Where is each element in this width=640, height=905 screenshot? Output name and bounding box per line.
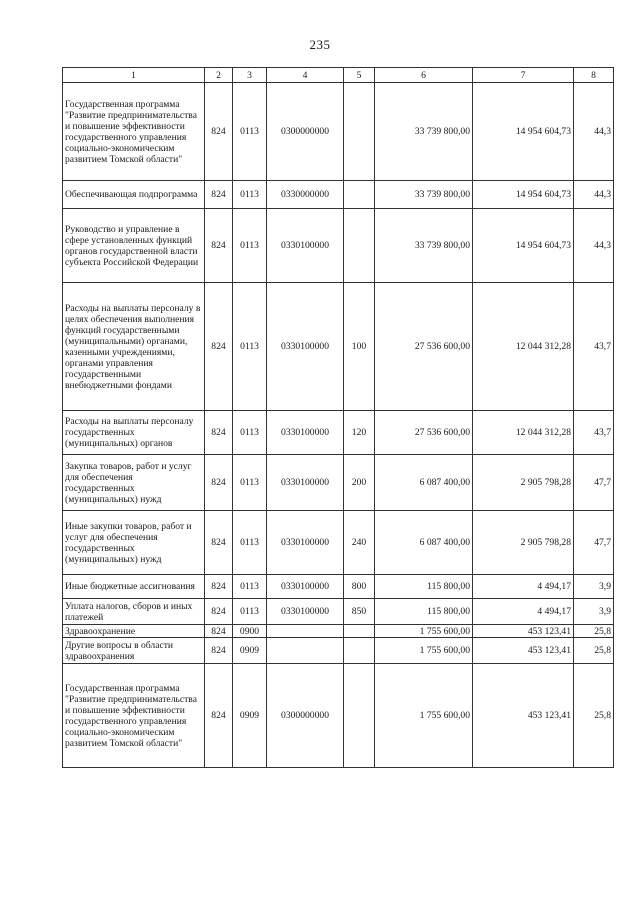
execution-percent: 44,3 [574, 181, 614, 209]
plan-amount: 27 536 600,00 [375, 411, 473, 455]
expense-type [344, 83, 375, 181]
row-name: Обеспечивающая подпрограмма [63, 181, 205, 209]
section-code: 0113 [233, 511, 267, 575]
target-code: 0330100000 [267, 209, 344, 283]
grbs-code: 824 [205, 83, 233, 181]
expense-type [344, 625, 375, 638]
fact-amount: 12 044 312,28 [473, 411, 574, 455]
execution-percent: 44,3 [574, 209, 614, 283]
fact-amount: 2 905 798,28 [473, 455, 574, 511]
target-code: 0330100000 [267, 575, 344, 599]
target-code [267, 625, 344, 638]
row-name: Здравоохранение [63, 625, 205, 638]
execution-percent: 25,8 [574, 638, 614, 664]
grbs-code: 824 [205, 599, 233, 625]
plan-amount: 1 755 600,00 [375, 638, 473, 664]
row-name: Другие вопросы в области здравоохранения [63, 638, 205, 664]
table-row [63, 511, 614, 575]
column-header: 8 [574, 68, 614, 83]
table-row [63, 638, 614, 664]
row-name: Государственная программа "Развитие предпринимательства и повышение эффективности государственного управления социально-экономическим развитием Томской области" [63, 83, 205, 181]
row-name: Иные бюджетные ассигнования [63, 575, 205, 599]
row-name: Закупка товаров, работ и услуг для обеспечения государственных (муниципальных) нужд [63, 455, 205, 511]
grbs-code: 824 [205, 638, 233, 664]
grbs-code: 824 [205, 455, 233, 511]
table-row [63, 181, 614, 209]
execution-percent: 47,7 [574, 511, 614, 575]
target-code: 0330100000 [267, 455, 344, 511]
column-header: 5 [344, 68, 375, 83]
execution-percent: 3,9 [574, 575, 614, 599]
target-code: 0330100000 [267, 599, 344, 625]
target-code: 0330100000 [267, 411, 344, 455]
row-name: Расходы на выплаты персоналу в целях обеспечения выполнения функций государственными (муниципальными) органами, казенными учреждениями, органами управления государственными внебюджетными фондами [63, 283, 205, 411]
table-row [63, 83, 614, 181]
plan-amount: 33 739 800,00 [375, 83, 473, 181]
page-number: 235 [309, 37, 331, 52]
table-row [63, 599, 614, 625]
section-code: 0113 [233, 283, 267, 411]
expense-type [344, 638, 375, 664]
row-name: Иные закупки товаров, работ и услуг для обеспечения государственных (муниципальных) нужд [63, 511, 205, 575]
row-name: Государственная программа "Развитие предпринимательства и повышение эффективности государственного управления социально-экономическим развитием Томской области" [63, 664, 205, 768]
grbs-code: 824 [205, 411, 233, 455]
section-code: 0113 [233, 411, 267, 455]
fact-amount: 4 494,17 [473, 575, 574, 599]
table-body [63, 83, 614, 768]
expense-type: 100 [344, 283, 375, 411]
column-header: 6 [375, 68, 473, 83]
section-code: 0909 [233, 664, 267, 768]
target-code: 0330000000 [267, 181, 344, 209]
target-code: 0330100000 [267, 283, 344, 411]
fact-amount: 453 123,41 [473, 625, 574, 638]
execution-percent: 43,7 [574, 283, 614, 411]
section-code: 0113 [233, 83, 267, 181]
table-row [63, 575, 614, 599]
row-name: Руководство и управление в сфере установленных функций органов государственной власти субъекта Российской Федерации [63, 209, 205, 283]
table-row [63, 283, 614, 411]
expense-type: 200 [344, 455, 375, 511]
plan-amount: 1 755 600,00 [375, 625, 473, 638]
execution-percent: 3,9 [574, 599, 614, 625]
section-code: 0113 [233, 599, 267, 625]
execution-percent: 25,8 [574, 664, 614, 768]
section-code: 0113 [233, 181, 267, 209]
grbs-code: 824 [205, 625, 233, 638]
plan-amount: 115 800,00 [375, 575, 473, 599]
row-name: Уплата налогов, сборов и иных платежей [63, 599, 205, 625]
header-row [63, 68, 614, 83]
target-code [267, 638, 344, 664]
fact-amount: 14 954 604,73 [473, 181, 574, 209]
grbs-code: 824 [205, 511, 233, 575]
table-row [63, 625, 614, 638]
grbs-code: 824 [205, 664, 233, 768]
section-code: 0113 [233, 455, 267, 511]
expense-type: 850 [344, 599, 375, 625]
column-header: 1 [63, 68, 205, 83]
expense-type [344, 664, 375, 768]
grbs-code: 824 [205, 283, 233, 411]
target-code: 0300000000 [267, 83, 344, 181]
budget-table [62, 67, 614, 768]
table-header [63, 68, 614, 83]
plan-amount: 6 087 400,00 [375, 455, 473, 511]
target-code: 0300000000 [267, 664, 344, 768]
expense-type: 800 [344, 575, 375, 599]
fact-amount: 14 954 604,73 [473, 83, 574, 181]
column-header: 7 [473, 68, 574, 83]
plan-amount: 33 739 800,00 [375, 181, 473, 209]
plan-amount: 1 755 600,00 [375, 664, 473, 768]
column-header: 3 [233, 68, 267, 83]
execution-percent: 47,7 [574, 455, 614, 511]
section-code: 0900 [233, 625, 267, 638]
execution-percent: 25,8 [574, 625, 614, 638]
execution-percent: 43,7 [574, 411, 614, 455]
expense-type: 120 [344, 411, 375, 455]
fact-amount: 453 123,41 [473, 664, 574, 768]
expense-type [344, 181, 375, 209]
grbs-code: 824 [205, 209, 233, 283]
plan-amount: 27 536 600,00 [375, 283, 473, 411]
expense-type: 240 [344, 511, 375, 575]
fact-amount: 453 123,41 [473, 638, 574, 664]
row-name: Расходы на выплаты персоналу государственных (муниципальных) органов [63, 411, 205, 455]
grbs-code: 824 [205, 575, 233, 599]
plan-amount: 33 739 800,00 [375, 209, 473, 283]
execution-percent: 44,3 [574, 83, 614, 181]
fact-amount: 4 494,17 [473, 599, 574, 625]
fact-amount: 12 044 312,28 [473, 283, 574, 411]
section-code: 0909 [233, 638, 267, 664]
grbs-code: 824 [205, 181, 233, 209]
plan-amount: 115 800,00 [375, 599, 473, 625]
table-row [63, 209, 614, 283]
fact-amount: 2 905 798,28 [473, 511, 574, 575]
section-code: 0113 [233, 209, 267, 283]
target-code: 0330100000 [267, 511, 344, 575]
column-header: 2 [205, 68, 233, 83]
fact-amount: 14 954 604,73 [473, 209, 574, 283]
section-code: 0113 [233, 575, 267, 599]
column-header: 4 [267, 68, 344, 83]
plan-amount: 6 087 400,00 [375, 511, 473, 575]
table-row [63, 664, 614, 768]
table-row [63, 455, 614, 511]
table-row [63, 411, 614, 455]
expense-type [344, 209, 375, 283]
